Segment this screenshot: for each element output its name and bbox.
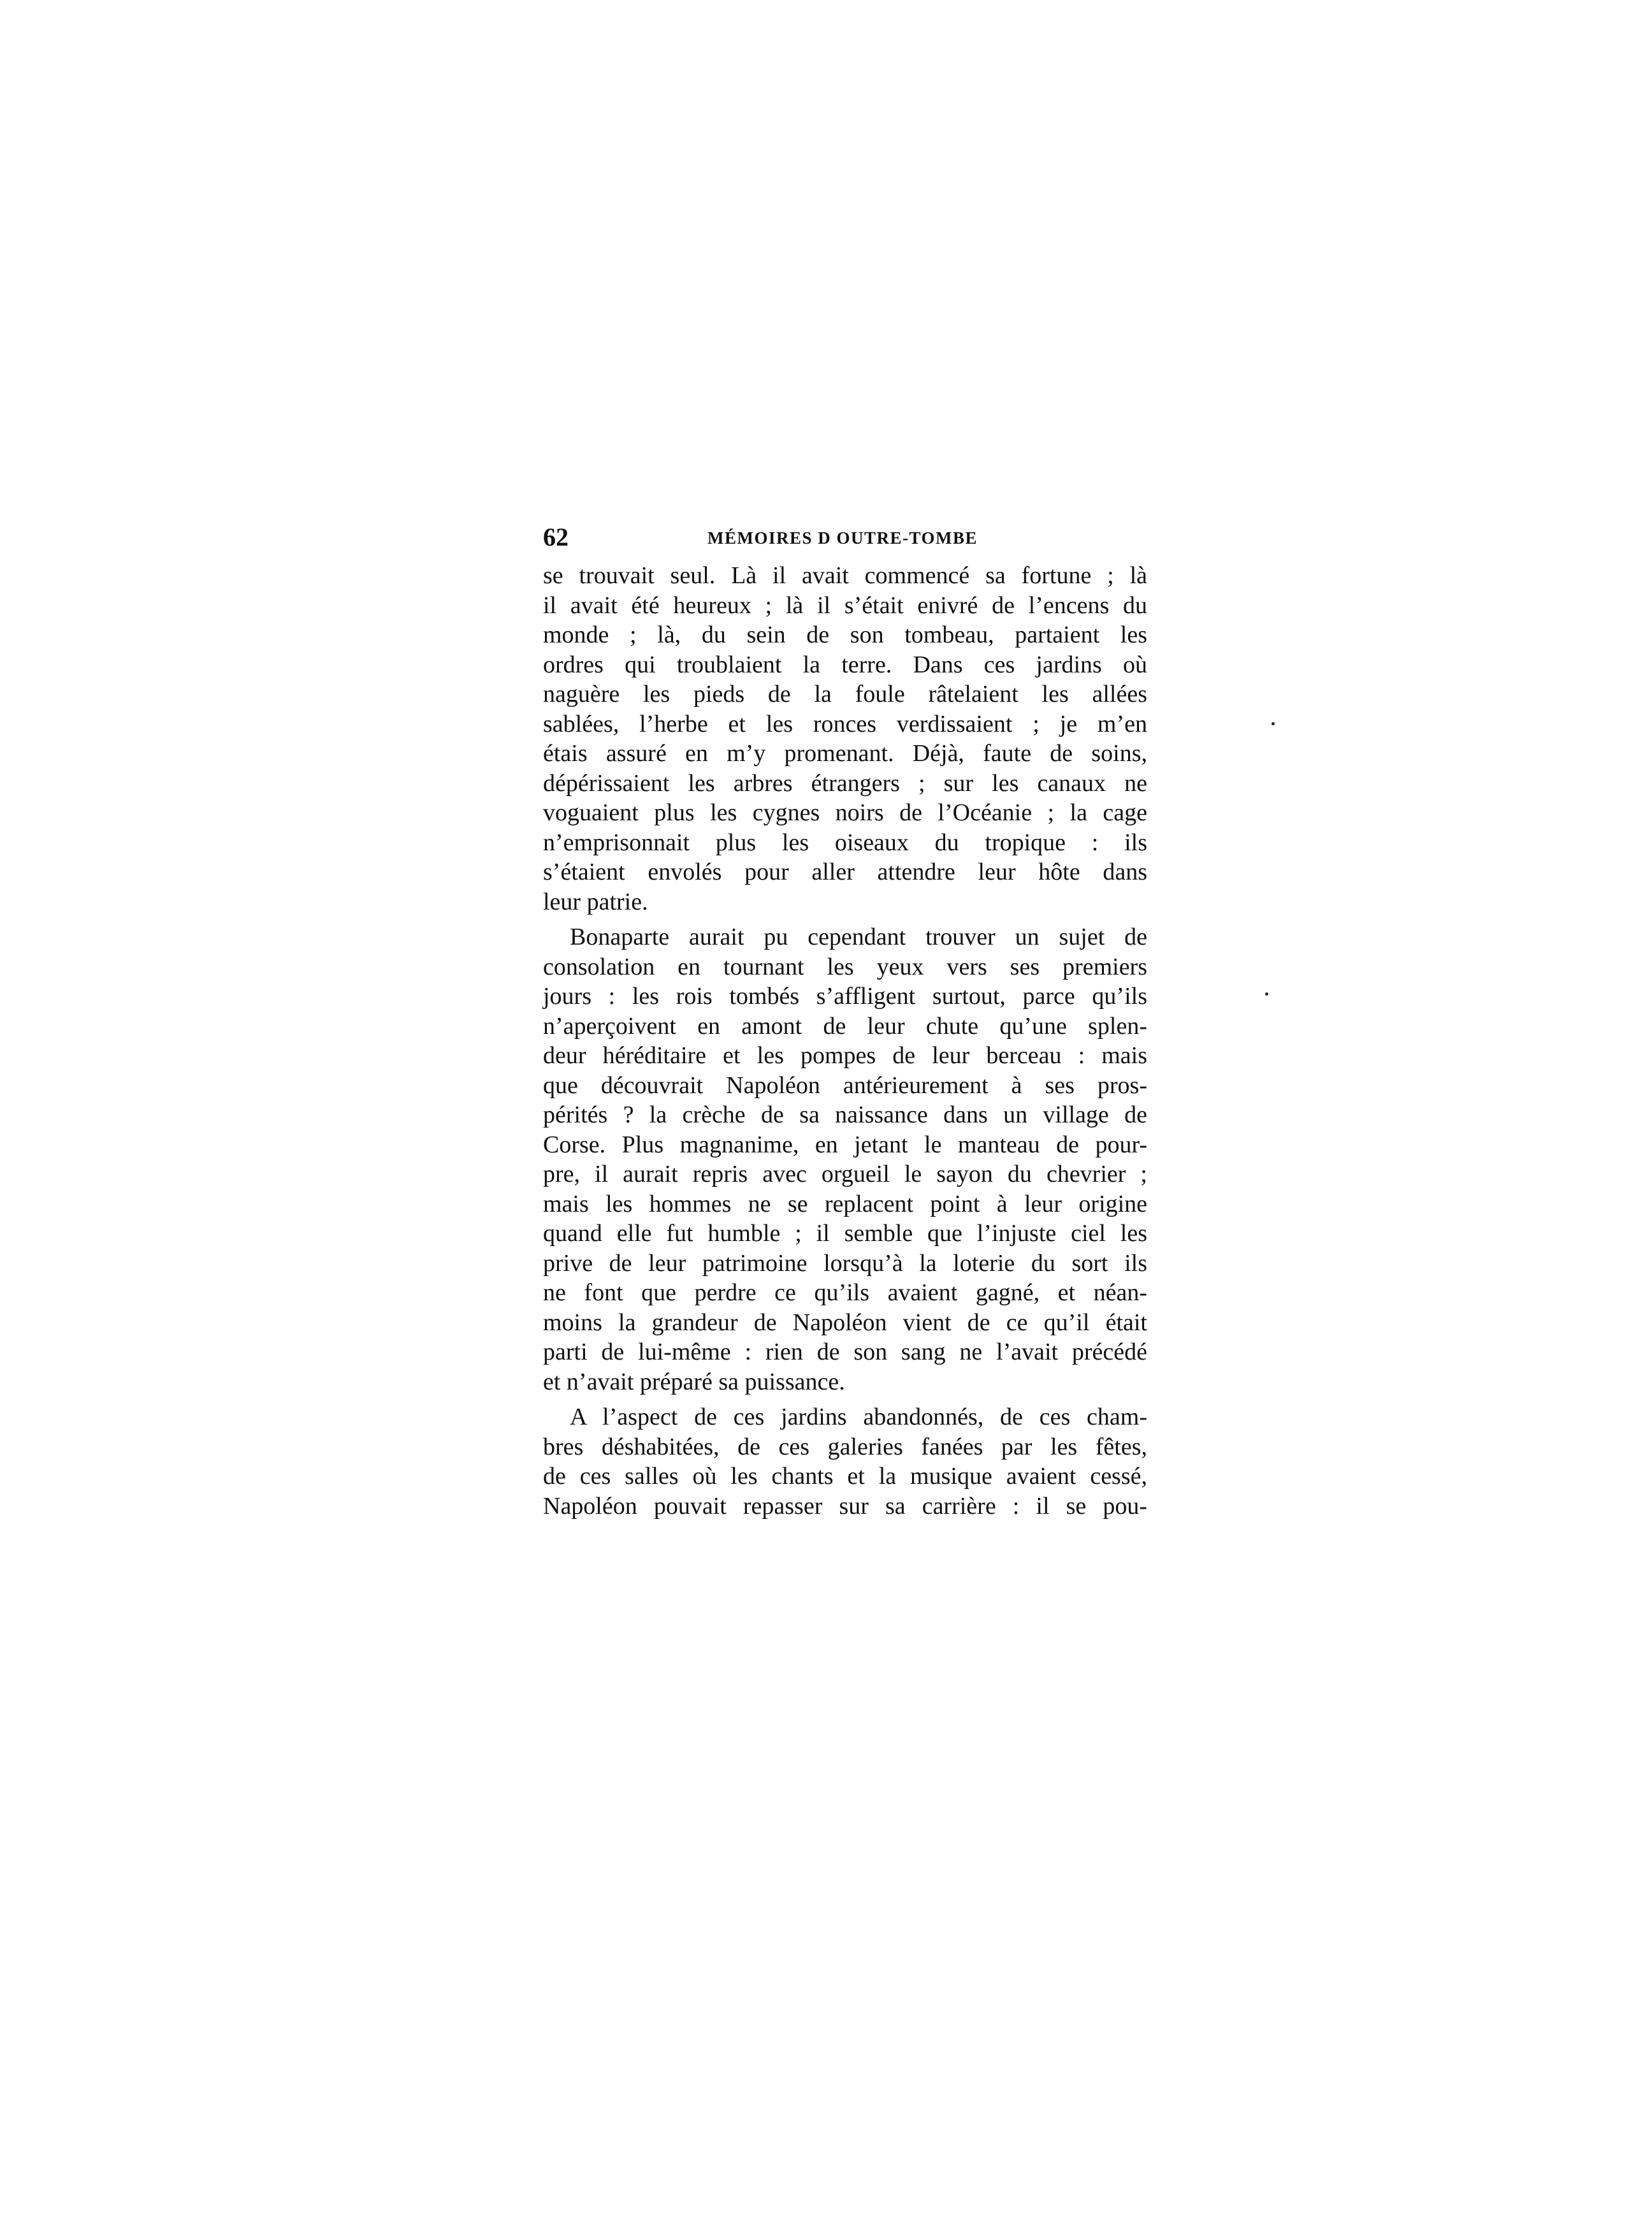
text-line: jours : les rois tombés s’affligent surtout, parce qu’ils	[543, 983, 1147, 1010]
text-line: leur patrie.	[543, 888, 648, 915]
text-line: monde ; là, du sein de son tombeau, partaient les	[543, 621, 1147, 648]
text-line: ne font que perdre ce qu’ils avaient gagné, et néan-	[543, 1279, 1147, 1306]
text-line: pérités ? la crèche de sa naissance dans un village de	[543, 1101, 1147, 1128]
text-line: que découvrait Napoléon antérieurement à ses pros-	[543, 1071, 1147, 1099]
body-text	[543, 561, 1147, 1521]
text-line: mais les hommes ne se replacent point à leur origine	[543, 1190, 1147, 1217]
text-line: Bonaparte aurait pu cependant trouver un sujet de	[570, 924, 1147, 950]
text-line: n’aperçoivent en amont de leur chute qu’une splen-	[543, 1012, 1147, 1040]
text-line: et n’avait préparé sa puissance.	[543, 1368, 845, 1395]
text-line: n’emprisonnait plus les oiseaux du tropique : ils	[543, 829, 1147, 856]
text-line: de ces salles où les chants et la musique avaient cessé,	[543, 1463, 1147, 1490]
text-line: Napoléon pouvait repasser sur sa carrière : il se pou-	[543, 1492, 1147, 1520]
page-number: 62	[543, 523, 569, 551]
text-line: dépérissaient les arbres étrangers ; sur les canaux ne	[543, 769, 1147, 797]
page-header	[543, 521, 1148, 553]
text-line: étais assuré en m’y promenant. Déjà, faute de soins,	[543, 740, 1147, 767]
text-line: naguère les pieds de la foule râtelaient les allées	[543, 681, 1147, 708]
text-line: bres déshabitées, de ces galeries fanées par les fêtes,	[543, 1433, 1147, 1460]
text-line: s’étaient envolés pour aller attendre leur hôte dans	[543, 859, 1147, 885]
paragraph-gap	[543, 1397, 1147, 1402]
text-line: quand elle fut humble ; il semble que l’injuste ciel les	[543, 1220, 1147, 1247]
text-line: voguaient plus les cygnes noirs de l’Océanie ; la cage	[543, 799, 1147, 826]
paragraph-gap	[543, 917, 1147, 922]
text-line: A l’aspect de ces jardins abandonnés, de ces cham-	[570, 1404, 1147, 1430]
text-line: deur héréditaire et les pompes de leur berceau : mais	[543, 1042, 1147, 1069]
text-line: sablées, l’herbe et les ronces verdissaient ; je m’en	[543, 710, 1147, 737]
text-line: moins la grandeur de Napoléon vient de ce qu’il était	[543, 1309, 1147, 1336]
scan-speck	[1272, 722, 1275, 725]
text-line: se trouvait seul. Là il avait commencé sa fortune ; là	[543, 562, 1147, 589]
running-title: MÉMOIRES D OUTRE-TOMBE	[707, 528, 978, 548]
text-line: Corse. Plus magnanime, en jetant le manteau de pour-	[543, 1131, 1147, 1158]
scan-speck	[1265, 992, 1268, 996]
text-line: pre, il aurait repris avec orgueil le sayon du chevrier ;	[543, 1161, 1147, 1187]
text-line: parti de lui-même : rien de son sang ne l’avait précédé	[543, 1339, 1147, 1365]
text-line: ordres qui troublaient la terre. Dans ces jardins où	[543, 651, 1147, 678]
text-line: consolation en tournant les yeux vers ses premiers	[543, 953, 1147, 980]
text-line: il avait été heureux ; là il s’était enivré de l’encens du	[543, 592, 1147, 619]
text-line: prive de leur patrimoine lorsqu’à la loterie du sort ils	[543, 1249, 1147, 1277]
